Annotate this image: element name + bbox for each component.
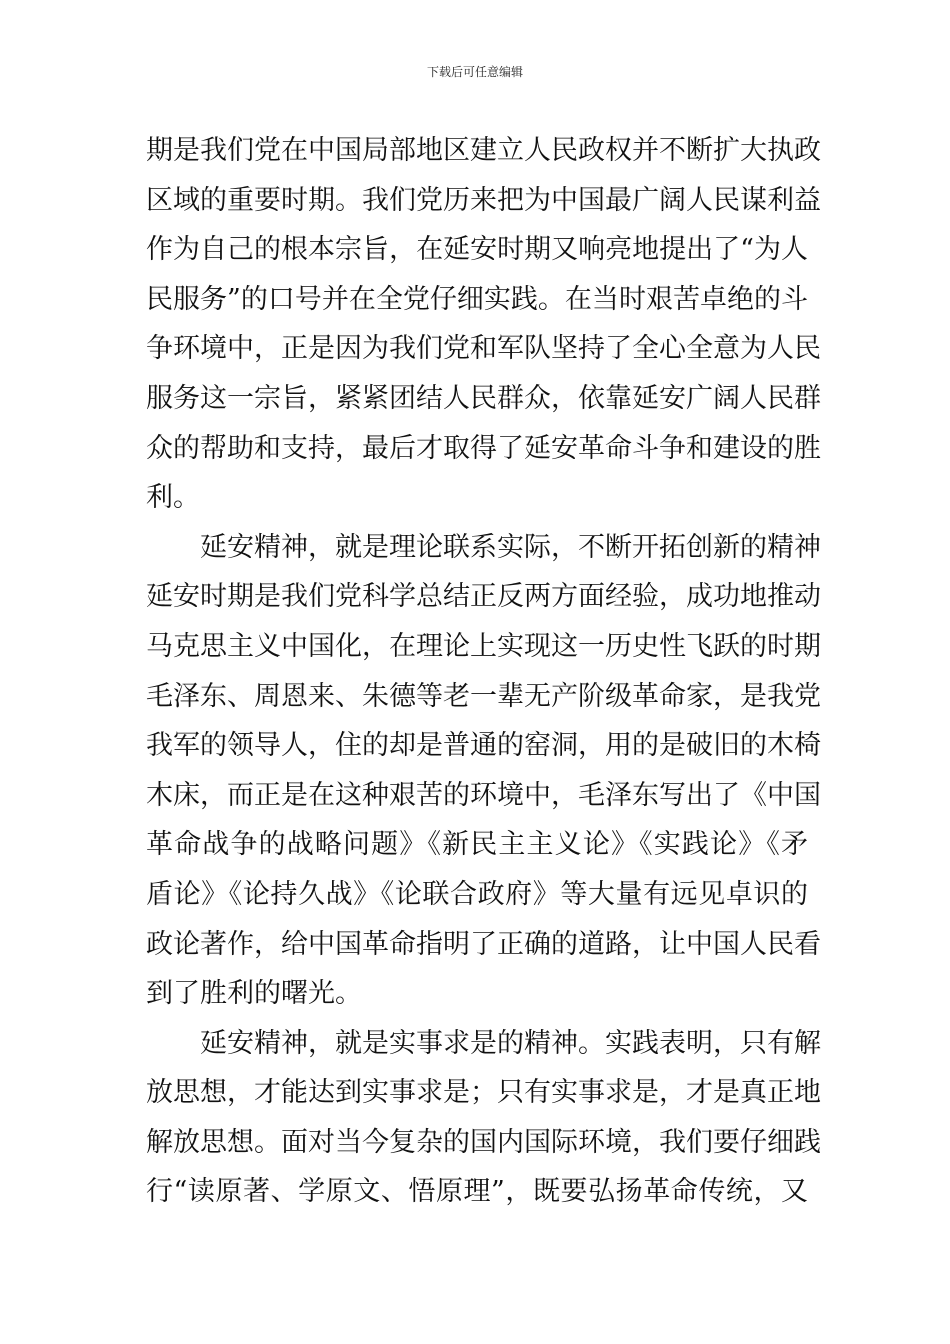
text-line: 解放思想。面对当今复杂的国内国际环境，我们要仔细践	[146, 1126, 821, 1158]
text-line: 政论著作，给中国革命指明了正确的道路，让中国人民看	[146, 928, 821, 960]
text-line: 我军的领导人，住的却是普通的窑洞，用的是破旧的木椅	[146, 730, 821, 762]
text-line: 马克思主义中国化，在理论上实现这一历史性飞跃的时期	[146, 630, 821, 662]
text-line: 利。	[146, 482, 200, 514]
page-header: 下载后可任意编辑	[426, 65, 523, 79]
text-line: 民服务”的口号并在全党仔细实践。在当时艰苦卓绝的斗	[146, 283, 808, 315]
text-line: 延安时期是我们党科学总结正反两方面经验，成功地推动	[146, 581, 821, 613]
text-line: 到了胜利的曙光。	[146, 978, 362, 1010]
text-line: 毛泽东、周恩来、朱德等老一辈无产阶级革命家，是我党	[146, 680, 821, 712]
text-line: 革命战争的战略问题》《新民主主义论》《实践论》《矛	[146, 829, 808, 861]
text-line: 行“读原著、学原文、悟原理”，既要弘扬革命传统，又	[146, 1176, 808, 1208]
document-body	[146, 126, 821, 1217]
text-line: 众的帮助和支持，最后才取得了延安革命斗争和建设的胜	[146, 432, 821, 464]
text-line: 服务这一宗旨，紧紧团结人民群众，依靠延安广阔人民群	[146, 382, 821, 414]
text-line: 作为自己的根本宗旨，在延安时期又响亮地提出了“为人	[146, 234, 808, 266]
text-line: 放思想，才能达到实事求是；只有实事求是，才是真正地	[146, 1077, 821, 1109]
text-line: 延安精神，就是理论联系实际，不断开拓创新的精神	[200, 531, 821, 563]
text-line: 争环境中，正是因为我们党和军队坚持了全心全意为人民	[146, 333, 821, 365]
text-line: 木床，而正是在这种艰苦的环境中，毛泽东写出了《中国	[146, 779, 821, 811]
text-line: 期是我们党在中国局部地区建立人民政权并不断扩大执政	[146, 135, 821, 166]
text-line: 延安精神，就是实事求是的精神。实践表明，只有解	[200, 1027, 821, 1059]
text-line: 区域的重要时期。我们党历来把为中国最广阔人民谋利益	[146, 184, 821, 216]
text-line: 盾论》《论持久战》《论联合政府》等大量有远见卓识的	[146, 878, 808, 910]
